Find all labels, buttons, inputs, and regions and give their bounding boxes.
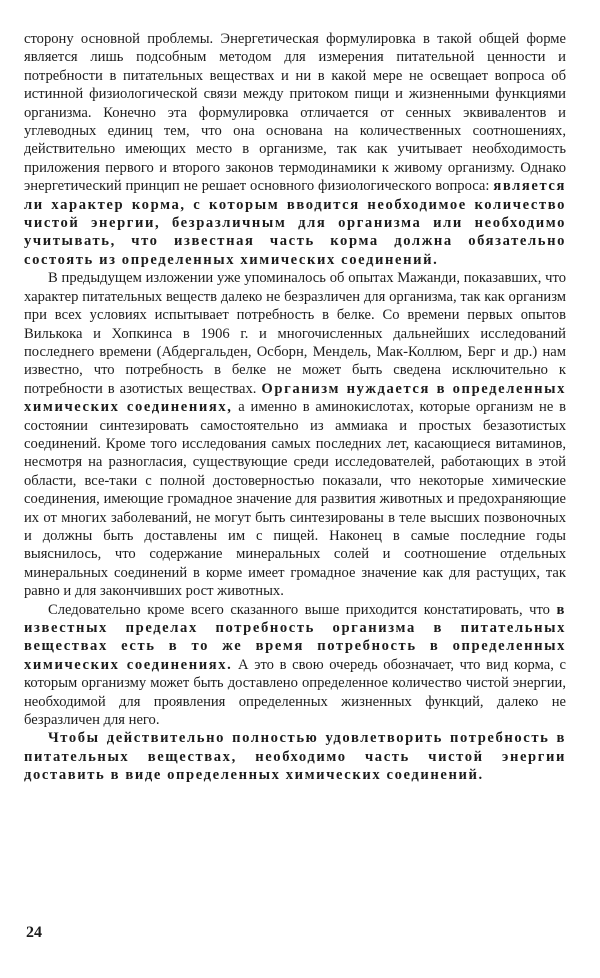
paragraph-4-spaced-text: Чтобы действительно полностью удовлетворить потребность в питательных веществах, необходимо часть чистой энергии доставить в виде определенных химических соединений. xyxy=(24,730,566,784)
paragraph-3-text-b: А это в свою очередь обозначает, что вид корма, с которым организму может быть доставлено определенное количество чистой энергии, необходимой для проявления определенных жизненных функций, далеко не безразличен для него. xyxy=(24,656,566,729)
paragraph-2-text-b: а именно в аминокислотах, которые организм не в состоянии синтезировать самостоятельно из аммиака и простых безазотистых соединений. Кроме того исследования самых последних лет, касающиеся витаминов, несмотря на разногласия, существующие среди исследователей, работающих в этой области, все-таки с полной достоверностью показали, что некоторые химические соединения, имеющие громадное значение для развития животных и предохраняющие их от многих заболеваний, не могут быть синтезированы в теле высших позвоночных и должны быть доставлены им с пищей. Наконец в самые последние годы выяснилось, что содержание минеральных солей и соотношение отдельных минеральных соединений в корме имеет громадное значение как для растущих, так равно и для закончивших рост животных. xyxy=(24,399,567,600)
paragraph-3 xyxy=(24,601,566,730)
paragraph-1-text: сторону основной проблемы. Энергетическая формулировка в такой общей форме является лишь подсобным методом для измерения питательной ценности и потребности в питательных веществах и ни в какой мере не освещает вопроса об истинной физиологической связи между притоком пищи и жизненными функциями организма. Конечно эта формулировка отличается от сенных эквивалентов и углеводных единиц тем, что она основана на количественных соотношениях, действительно имеющих место в организме, так как учитывает необходимость приложения первого и второго законов термодинамики к живому организму. Однако энергетический принцип не решает основного физиологического вопроса: xyxy=(24,31,566,195)
page-number: 24 xyxy=(26,924,42,941)
paragraph-2-spaced-text: Организм нуждается в определенных химических соединениях, xyxy=(24,380,566,416)
book-page xyxy=(24,30,566,950)
paragraph-4 xyxy=(24,729,566,784)
paragraph-1-spaced-text: является ли характер корма, с которым вводится необходимое количество чистой энергии, безразличным для организма или необходимо учитывать, что известная часть корма должна обязательно состоять из определенных химических соединений. xyxy=(24,178,566,268)
paragraph-2 xyxy=(24,269,566,600)
paragraph-2-text-a: В предыдущем изложении уже упоминалось об опытах Мажанди, показавших, что характер питательных веществ далеко не безразличен для организма, так как организм при всех условиях испытывает потребность в белке. Со времени первых опытов Вилькока и Хопкинса в 1906 г. и многочисленных дальнейших исследований последнего времени (Абдергальден, Осборн, Мендель, Мак-Коллюм, Берг и др.) нам известно, что потребность в белке не может быть сведена исключительно к потребности в азотистых веществах. xyxy=(24,270,566,397)
paragraph-3-text-a: Следовательно кроме всего сказанного выше приходится констатировать, что xyxy=(48,601,557,618)
paragraph-1 xyxy=(24,30,566,269)
paragraph-3-spaced-text: в известных пределах потребность организма в питательных веществах есть в то же время потребность в определенных химических соединениях. xyxy=(24,601,566,673)
